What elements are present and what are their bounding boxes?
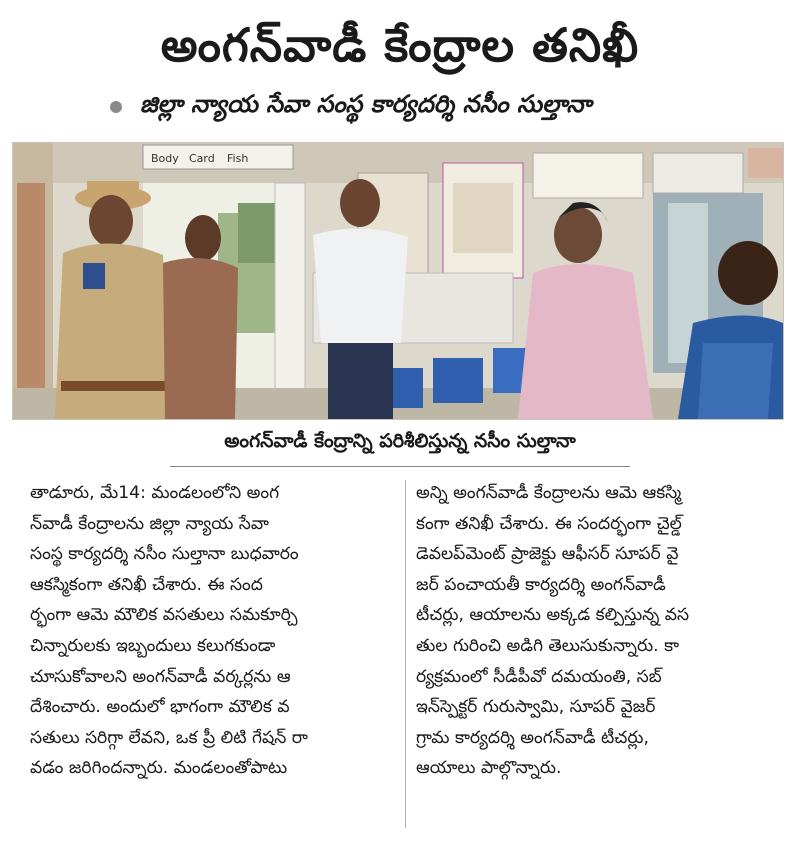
wall-label: Body <box>151 152 179 165</box>
headline: అంగన్‌వాడీ కేంద్రాల తనిఖీ <box>160 18 640 72</box>
article-line: జర్ పంచాయతీ కార్యదర్శి అంగన్‌వాడీ <box>416 574 666 595</box>
column-divider <box>405 480 406 828</box>
article-line: డెవలప్‌మెంట్ ప్రాజెక్టు ఆఫీసర్ సూపర్ వై <box>416 544 679 565</box>
subheadline <box>110 92 750 122</box>
article-line: అన్ని అంగన్‌వాడీ కేంద్రాలను ఆమె ఆకస్మి <box>416 483 682 503</box>
article-line: ఇన్‌స్పెక్టర్ గురుస్వామి, సూపర్ వైజర్ <box>416 697 656 718</box>
article-line: ఆకస్మికంగా తనిఖీ చేశారు. ఈ సంద <box>30 574 263 595</box>
news-photo <box>12 142 784 420</box>
article-line: సంస్థ కార్యదర్శి నసీం సుల్తానా బుధవారం <box>30 544 299 565</box>
article-line: తాడూరు, మే14: మండలంలోని అంగ <box>30 483 280 503</box>
article-line: ర్యక్రమంలో సీడీపీవో దమయంతి, సబ్ <box>416 666 662 687</box>
article-column-left <box>30 478 400 784</box>
article-line: గ్రామ కార్యదర్శి అంగన్‌వాడీ టీచర్లు, <box>416 727 649 748</box>
article-line: టీచర్లు, ఆయాలను అక్కడ కల్పిస్తున్న వస <box>416 605 690 626</box>
article-line: చూసుకోవాలని అంగన్‌వాడీ వర్కర్లను ఆ <box>30 666 291 687</box>
article-line: ఆయాలు పాల్గొన్నారు. <box>416 758 562 779</box>
anganwadi-inspection-photo <box>13 143 783 419</box>
article-line: ర్భంగా ఆమె మౌలిక వసతులు సమకూర్చి <box>30 605 298 626</box>
article-line: చిన్నారులకు ఇబ్బందులు కలుగకుండా <box>30 635 276 656</box>
subheadline-text: జిల్లా న్యాయ సేవా సంస్థ కార్యదర్శి నసీం సుల్తానా <box>140 90 592 118</box>
caption-underline <box>170 466 630 467</box>
article-line: న్‌వాడీ కేంద్రాలను జిల్లా న్యాయ సేవా <box>30 513 269 534</box>
photo-caption: అంగన్‌వాడీ కేంద్రాన్ని పరిశీలిస్తున్న నసీం సుల్తానా <box>224 430 576 452</box>
wall-label: Fish <box>227 152 249 165</box>
article-line: తుల గురించి అడిగి తెలుసుకున్నారు. కా <box>416 635 679 656</box>
article-line: దేశించారు. అందులో భాగంగా మౌలిక వ <box>30 697 290 718</box>
article-line: సతులు సరిగ్గా లేవని, ఒక ప్రీ లిటి గేషన్ రా <box>30 727 308 748</box>
article-line: వడం జరిగిందన్నారు. మండలంతోపాటు <box>30 758 288 779</box>
bullet-icon <box>110 101 122 113</box>
article-line: కంగా తనిఖీ చేశారు. ఈ సందర్భంగా చైల్డ్ <box>416 513 682 534</box>
wall-label: Card <box>189 152 215 165</box>
article-column-right <box>416 478 786 784</box>
